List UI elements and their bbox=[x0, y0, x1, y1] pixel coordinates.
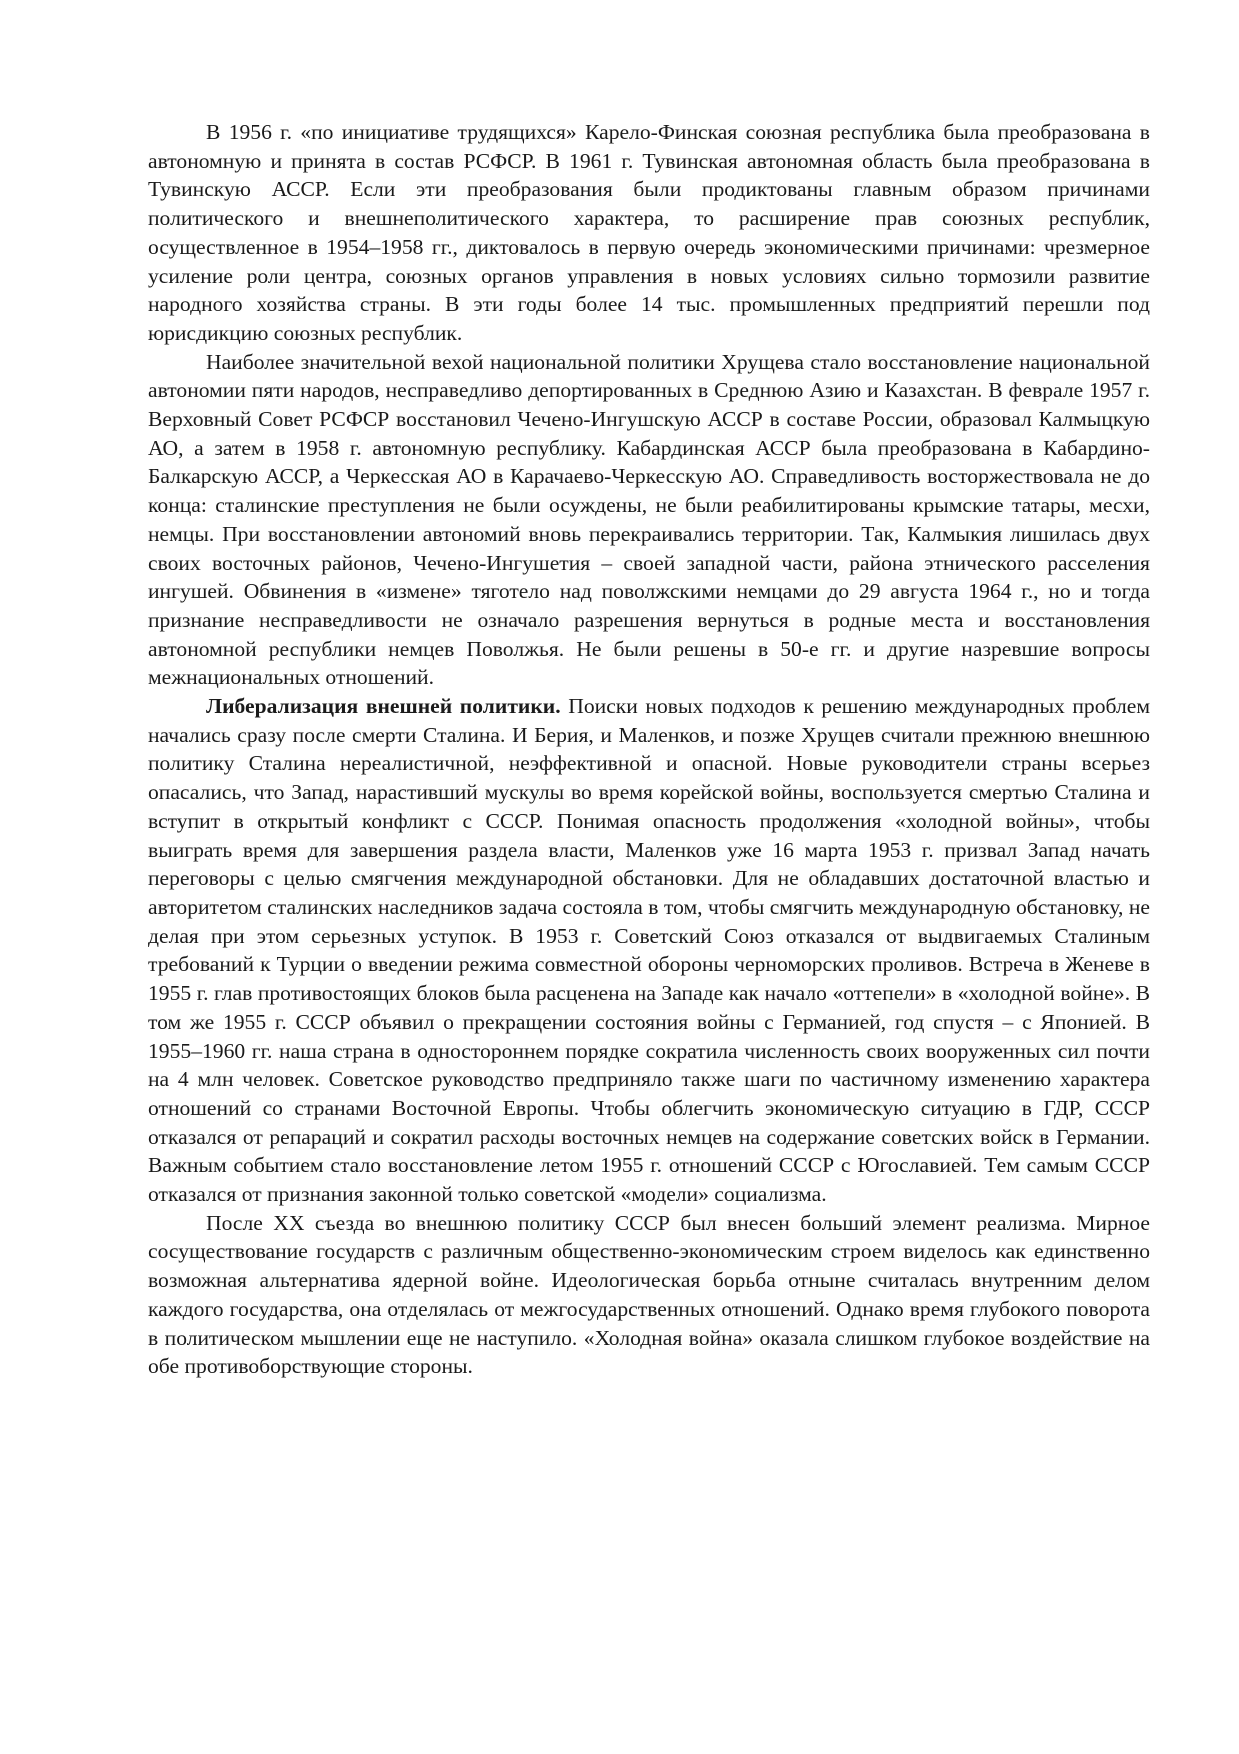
paragraph-text: Поиски новых подходов к решению международных проблем начались сразу после смерти Сталина. И Берия, и Маленков, и позже Хрущев считали прежнюю внешнюю политику Сталина нереалистичной, неэффективной и опасной. Новые руководители страны всерьез опасались, что Запад, нарастивший мускулы во время корейской войны, воспользуется смертью Сталина и вступит в открытый конфликт с СССР. Понимая опасность продолжения «холодной войны», чтобы выиграть время для завершения раздела власти, Маленков уже 16 марта 1953 г. призвал Запад начать переговоры с целью смягчения международной обстановки. Для не обладавших достаточной властью и авторитетом сталинских наследников задача состояла в том, чтобы смягчить международную обстановку, не делая при этом серьезных уступок. В 1953 г. Советский Союз отказался от выдвигаемых Сталиным требований к Турции о введении режима совместной обороны черноморских проливов. Встреча в Женеве в 1955 г. глав противостоящих блоков была расценена на Западе как начало «оттепели» в «холодной войне». В том же 1955 г. СССР объявил о прекращении состояния войны с Германией, год спустя – с Японией. В 1955–1960 гг. наша страна в одностороннем порядке сократила численность своих вооруженных сил почти на 4 млн человек. Советское руководство предприняло также шаги по частичному изменению характера отношений со странами Восточной Европы. Чтобы облегчить экономическую ситуацию в ГДР, СССР отказался от репараций и сократил расходы восточных немцев на содержание советских войск в Германии. Важным событием стало восстановление летом 1955 г. отношений СССР с Югославией. Тем самым СССР отказался от признания законной только советской «модели» социализма. bbox=[148, 694, 1150, 1207]
paragraph-foreign-policy-liberalization bbox=[148, 692, 1150, 1209]
paragraph-karelo-finnish bbox=[148, 118, 1150, 348]
paragraph-text: После XX съезда во внешнюю политику СССР был внесен больший элемент реализма. Мирное сосуществование государств с различным общественно-экономическим строем виделось как единственно возможная альтернатива ядерной войне. Идеологическая борьба отныне считалась внутренним делом каждого государства, она отделялась от межгосударственных отношений. Однако время глубокого поворота в политическом мышлении еще не наступило. «Холодная война» оказала слишком глубокое воздействие на обе противоборствующие стороны. bbox=[148, 1210, 1150, 1379]
document-page bbox=[148, 118, 1150, 1381]
section-heading: Либерализация внешней политики. bbox=[206, 694, 561, 719]
paragraph-after-xx-congress bbox=[148, 1209, 1150, 1381]
paragraph-national-autonomy bbox=[148, 348, 1150, 692]
paragraph-text: В 1956 г. «по инициативе трудящихся» Карело-Финская союзная республика была преобразована в автономную и принята в состав РСФСР. В 1961 г. Тувинская автономная область была преобразована в Тувинскую АССР. Если эти преобразования были продиктованы главным образом причинами политического и внешнеполитического характера, то расширение прав союзных республик, осуществленное в 1954–1958 гг., диктовалось в первую очередь экономическими причинами: чрезмерное усиление роли центра, союзных органов управления в новых условиях сильно тормозили развитие народного хозяйства страны. В эти годы более 14 тыс. промышленных предприятий перешли под юрисдикцию союзных республик. bbox=[148, 120, 1150, 345]
paragraph-text: Наиболее значительной вехой национальной политики Хрущева стало восстановление национальной автономии пяти народов, несправедливо депортированных в Среднюю Азию и Казахстан. В феврале 1957 г. Верховный Совет РСФСР восстановил Чечено-Ингушскую АССР в составе России, образовал Калмыцкую АО, а затем в 1958 г. автономную республику. Кабардинская АССР была преобразована в Кабардино-Балкарскую АССР, а Черкесская АО в Карачаево-Черкесскую АО. Справедливость восторжествовала не до конца: сталинские преступления не были осуждены, не были реабилитированы крымские татары, месхи, немцы. При восстановлении автономий вновь перекраивались территории. Так, Калмыкия лишилась двух своих восточных районов, Чечено-Ингушетия – своей западной части, района этнического расселения ингушей. Обвинения в «измене» тяготело над поволжскими немцами до 29 августа 1964 г., но и тогда признание несправедливости не означало разрешения вернуться в родные места и восстановления автономной республики немцев Поволжья. Не были решены в 50-е гг. и другие назревшие вопросы межнациональных отношений. bbox=[148, 349, 1150, 690]
